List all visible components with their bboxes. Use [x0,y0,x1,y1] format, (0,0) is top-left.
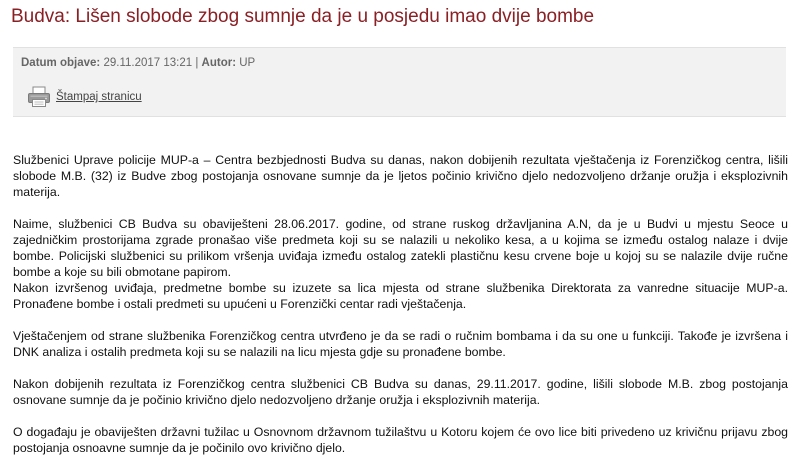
article-paragraph-3: Vještačenjem od strane službenika Forenzičkog centra utvrđeno je da se radi o ručnim bombama i da su one u funkciji. Takođe je izvršena i DNK analiza i ostalih predmeta koji su se nalazili na licu mjesta gdje su pronađene bombe. [13,329,788,359]
article-body [13,152,788,472]
article-meta-box [13,47,786,117]
publish-info [21,57,255,69]
date-value: 29.11.2017 13:21 [103,57,193,69]
printer-icon[interactable] [27,86,51,108]
article-paragraph-2: Naime, službenici CB Budva su obaviješteni 28.06.2017. godine, od strane ruskog državljanina A.N, da je u Budvi u mjestu Seoce u zajedničkim prostorijama zgrade pronašao više predmeta koji su se nalazili u nekoliko kesa, a u kojima se između ostalog nalaze i dvije bombe. Policijski službenici su prilikom vršenja uviđaja između ostalog zatekli plastičnu kesu crvene boje u kojoj su se nalazile dvije ručne bombe a koje su bili obmotane papirom. Nakon izvršenog uviđaja, predmetne bombe su izuzete sa lica mjesta od strane službenika Direktorata za vanredne situacije MUP-a. Pronađene bombe i ostali predmeti su upućeni u Forenzički centar radi vještačenja. [13,217,788,311]
page-title: Budva: Lišen slobode zbog sumnje da je u posjedu imao dvije bombe [11,6,595,27]
author-value: UP [239,57,256,69]
print-page-button[interactable] [27,85,142,109]
meta-separator: | [195,57,199,69]
article-paragraph-1: Službenici Uprave policije MUP-a – Centra bezbjednosti Budva su danas, nakon dobijenih rezultata vještačenja iz Forenzičkog centra, lišili slobode M.B. (32) iz Budve zbog postojanja osnovane sumnje da je ljetos počinio krivično djelo nedozvoljeno držanje oružja i eksplozivnih materija. [13,153,788,199]
article-paragraph-5: O događaju je obaviješten državni tužilac u Osnovnom državnom tužilaštvu u Kotoru kojem će ovo lice biti privedeno uz krivičnu prijavu zbog postojanja osnoavne sumnje da je počinilo ovo krivično djelo. [13,425,788,455]
article-paragraph-4: Nakon dobijenih rezultata iz Forenzičkog centra službenici CB Budva su danas, 29.11.2017. godine, lišili slobode M.B. zbog postojanja osnovane sumnje da je počinio krivično djelo nedozvoljeno držanje oružja i eksplozivnih materija. [13,377,788,407]
print-page-link[interactable]: Štampaj stranicu [56,91,142,103]
date-label: Datum objave: [21,57,101,69]
author-label: Autor: [201,57,237,69]
